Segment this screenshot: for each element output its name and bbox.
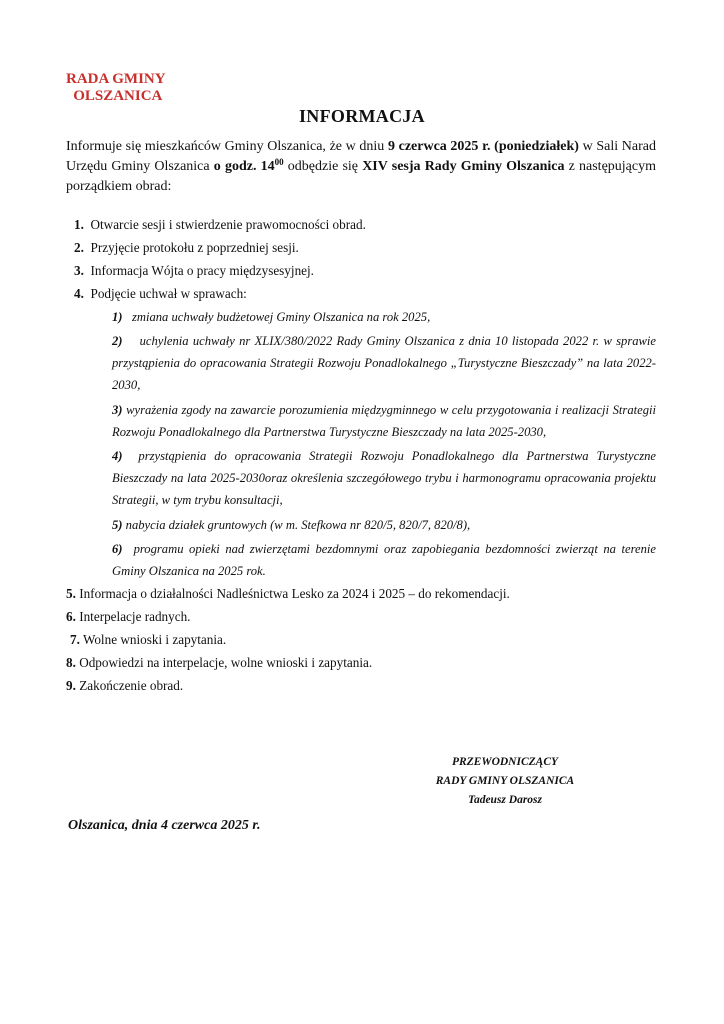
intro-text-2: w Sali Narad Urzędu Gminy Olszanica: [66, 139, 656, 174]
session-time: o godz. $14^{00}$: [213, 157, 284, 174]
intro-text-1: Informuje się mieszkańców Gminy Olszanica, że w dniu: [66, 139, 388, 154]
agenda-item: 4. Podjęcie uchwał w sprawach:: [74, 286, 247, 301]
agenda-subitem: 2) uchylenia uchwały nr XLIX/380/2022 Rady Gminy Olszanica z dnia 10 listopada 2022 r. w sprawie przystąpienia do opracowania Strategii Rozwoju Ponadlokalnego „Turystyczne Bieszczady” na lata 2022-2030,: [112, 334, 657, 392]
signature-block: [400, 753, 610, 810]
council-header: [66, 71, 166, 105]
intro-text-4: z następującym porządkiem obrad:: [66, 159, 656, 194]
signature-body: RADY GMINY OLSZANICA: [435, 775, 575, 787]
agenda-item: 8. Odpowiedzi na interpelacje, wolne wnioski i zapytania.: [66, 655, 373, 670]
council-name-line2: OLSZANICA: [73, 88, 163, 104]
intro-paragraph: [66, 137, 656, 197]
agenda-subitem: 6) programu opieki nad zwierzętami bezdomnymi oraz zapobiegania bezdomności zwierząt na terenie Gminy Olszanica na 2025 rok.: [112, 542, 657, 578]
agenda-item: 1. Otwarcie sesji i stwierdzenie prawomocności obrad.: [74, 217, 366, 232]
session-date: 9 czerwca 2025 r. (poniedziałek): [387, 139, 579, 154]
agenda-item: 9. Zakończenie obrad.: [66, 678, 184, 693]
agenda-subitem: 3) wyrażenia zgody na zawarcie porozumienia międzygminnego w celu przygotowania i realizacji Strategii Rozwoju Ponadlokalnego dla Partnerstwa Turystyczne Bieszczady na lata 2025-2030,: [112, 403, 656, 439]
agenda-subitem: 4) przystąpienia do opracowania Strategii Rozwoju Ponadlokalnego dla Partnerstwa Turystyczne Bieszczady na lata 2025-2030oraz określenia szczegółowego trybu i harmonogramu opracowania projektu Strategii, w tym trybu konsultacji,: [112, 449, 656, 507]
signature-name: Tadeusz Darosz: [467, 794, 543, 806]
agenda-subitem: 5) nabycia działek gruntowych (w m. Stefkowa nr 820/5, 820/7, 820/8),: [112, 518, 471, 532]
place-and-date: Olszanica, dnia 4 czerwca 2025 r.: [68, 818, 261, 833]
signature-role: PRZEWODNICZĄCY: [451, 756, 559, 768]
agenda-item: 5. Informacja o działalności Nadleśnictwa Lesko za 2024 i 2025 – do rekomendacji.: [66, 586, 510, 601]
session-name: XIV sesja Rady Gminy Olszanica: [362, 159, 565, 174]
agenda-item: 7. Wolne wnioski i zapytania.: [70, 632, 227, 647]
agenda-subitem: 1) zmiana uchwały budżetowej Gminy Olszanica na rok 2025,: [112, 310, 431, 324]
intro-text-3: odbędzie się: [283, 159, 363, 174]
council-name-line1: RADA GMINY: [66, 71, 166, 87]
agenda-item: 6. Interpelacje radnych.: [66, 609, 191, 624]
agenda-item: 3. Informacja Wójta o pracy międzysesyjnej.: [74, 263, 314, 278]
document-title: INFORMACJA: [299, 106, 425, 126]
agenda-item: 2. Przyjęcie protokołu z poprzedniej sesji.: [74, 240, 299, 255]
